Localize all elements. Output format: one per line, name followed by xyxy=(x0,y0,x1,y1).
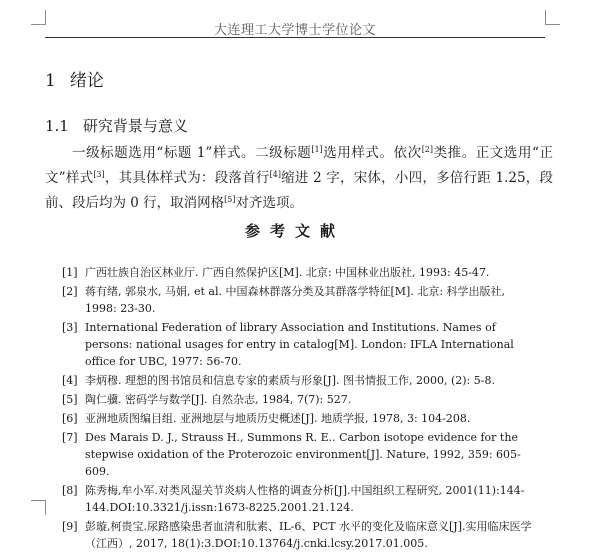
reference-index: [6] xyxy=(62,412,78,425)
reference-item xyxy=(62,410,532,427)
reference-index: [3] xyxy=(62,321,78,334)
citation-mark[interactable]: [1] xyxy=(311,145,323,154)
citation-mark[interactable]: [2] xyxy=(421,145,434,154)
text-run: 类推。正文选用“正文”样式 xyxy=(45,145,554,186)
reference-index: [8] xyxy=(62,484,78,497)
reference-text: 陶仁骥. 密码学与数学[J]. 自然杂志, 1984, 7(7): 527. xyxy=(85,393,352,406)
reference-text: 亚洲地质图编目组. 亚洲地层与地质历史概述[J]. 地质学报, 1978, 3: 104-208. xyxy=(85,412,471,425)
chapter-number: 1 xyxy=(45,71,56,91)
reference-text: 陈秀梅,牟小军.对类风湿关节炎病人性格的调查分析[J].中国组织工程研究, 2001(11):144-144.DOI:10.3321/j.issn:1673-8225.2001.21.124. xyxy=(85,484,525,514)
text-run: 一级标题选用“标题 1”样式。二级标题 xyxy=(72,145,312,161)
citation-mark[interactable]: [3] xyxy=(93,170,105,179)
reference-text: 广西壮族自治区林业厅. 广西自然保护区[M]. 北京: 中国林业出版社, 1993: 45-47. xyxy=(85,266,490,279)
reference-text: 李炳穆. 理想的图书馆员和信息专家的素质与形象[J]. 图书情报工作, 2000, (2): 5-8. xyxy=(85,374,495,387)
reference-index: [2] xyxy=(62,285,78,298)
chapter-title: 绪论 xyxy=(69,71,104,91)
text-run: 选用样式。依次 xyxy=(322,145,422,161)
reference-text: 蒋有绪, 郭泉水, 马娟, et al. 中国森林群落分类及其群落学特征[M]. 北京: 科学出版社, 1998: 23-30. xyxy=(85,285,506,315)
text-run: 缩进 2 字，宋体，小四，多倍行距 1.25，段前、段后均为 0 行，取消网格 xyxy=(45,170,554,211)
crop-mark-bottom-left xyxy=(31,500,46,515)
crop-mark-top-left xyxy=(31,10,46,25)
reference-item xyxy=(62,518,532,552)
reference-list xyxy=(62,264,532,554)
reference-item xyxy=(62,391,532,408)
reference-item xyxy=(62,429,532,480)
reference-index: [7] xyxy=(62,431,78,444)
citation-mark[interactable]: [5] xyxy=(224,195,236,204)
text-run: ，其具体样式为：段落首行 xyxy=(104,170,270,186)
crop-mark-top-right xyxy=(545,10,560,25)
reference-text: International Federation of library Association and Institutions. Names of persons: national usages for entry in catalog[M]. London: IFLA International office for UBC, 1977: 56-70. xyxy=(85,321,514,368)
reference-item xyxy=(62,482,532,516)
body-paragraph xyxy=(45,139,553,214)
header-rule xyxy=(45,37,545,38)
section-title: 研究背景与意义 xyxy=(82,117,188,135)
reference-index: [4] xyxy=(62,374,78,387)
reference-text: 彭璇,柯贵宝.尿路感染患者血清和肽素、IL-6、PCT 水平的变化及临床意义[J].实用临床医学（江西）, 2017, 18(1):3.DOI:10.13764/j.cnki.lcsy.2017.01.005. xyxy=(85,520,532,550)
running-head: 大连理工大学博士学位论文 xyxy=(213,23,376,38)
section-number: 1.1 xyxy=(45,117,69,135)
reference-index: [1] xyxy=(62,266,78,279)
reference-item xyxy=(62,264,532,281)
reference-item xyxy=(62,372,532,389)
references-heading: 参考文献 xyxy=(244,222,345,240)
reference-text: Des Marais D. J., Strauss H., Summons R. E.. Carbon isotope evidence for the stepwise oxidation of the Proterozoic environment[J]. Nature, 1992, 359: 605-609. xyxy=(85,431,521,478)
chapter-heading xyxy=(45,66,104,91)
reference-index: [9] xyxy=(62,520,78,533)
citation-mark[interactable]: [4] xyxy=(269,170,281,179)
reference-item xyxy=(62,319,532,370)
text-run: 对齐选项。 xyxy=(235,195,304,211)
section-heading xyxy=(45,115,188,136)
reference-index: [5] xyxy=(62,393,78,406)
reference-item xyxy=(62,283,532,317)
